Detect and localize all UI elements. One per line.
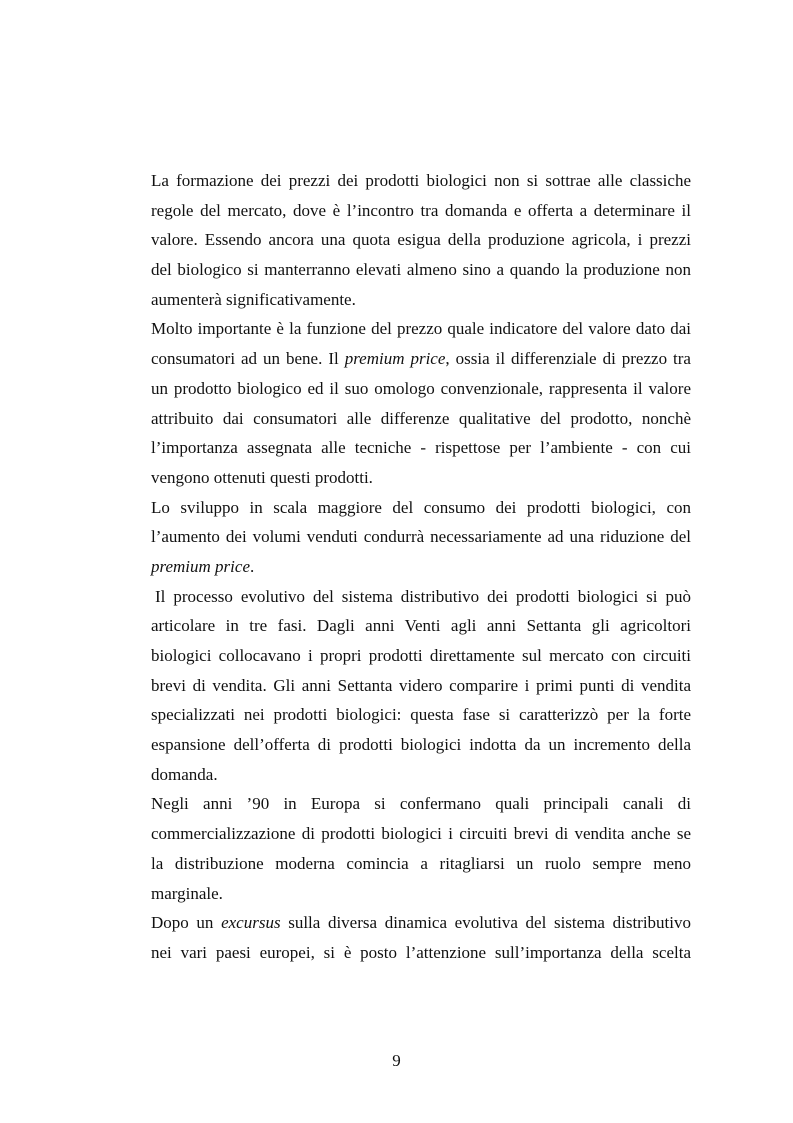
- paragraph: [151, 789, 691, 908]
- text-line: [151, 849, 691, 879]
- text-line: [151, 314, 691, 344]
- text-line: [151, 879, 691, 909]
- text-segment: marginale.: [151, 883, 223, 903]
- paragraph: [151, 908, 691, 967]
- text-line: [151, 730, 691, 760]
- text-segment: la distribuzione moderna comincia a ritagliarsi un ruolo sempre meno: [151, 853, 691, 873]
- text-segment: vengono ottenuti questi prodotti.: [151, 467, 373, 487]
- text-segment: specializzati nei prodotti biologici: questa fase si caratterizzò per la forte: [151, 705, 691, 725]
- text-segment: La formazione dei prezzi dei prodotti biologici non si sottrae alle classiche: [151, 171, 691, 190]
- paragraph: [151, 582, 691, 790]
- text-line: [151, 166, 691, 196]
- text-line: [151, 522, 691, 552]
- text-line: [151, 700, 691, 730]
- text-segment: Dopo un: [151, 913, 222, 933]
- text-segment: un prodotto biologico ed il suo omologo convenzionale, rappresenta il valore: [151, 378, 691, 398]
- text-segment: del biologico si manterranno elevati almeno sino a quando la produzione non: [151, 260, 691, 280]
- text-line: [151, 760, 691, 790]
- text-line: [151, 463, 691, 493]
- text-segment: sulla diversa dinamica evolutiva del sistema distributivo: [280, 913, 692, 933]
- text-segment: articolare in tre fasi. Dagli anni Venti agli anni Settanta gli agricoltori: [151, 616, 691, 636]
- text-line: [151, 582, 691, 612]
- paragraph: [151, 493, 691, 582]
- text-line: [151, 789, 691, 819]
- text-segment: Il processo evolutivo del sistema distributivo dei prodotti biologici si può: [155, 586, 691, 606]
- text-segment: Lo sviluppo in scala maggiore del consumo dei prodotti biologici, con: [151, 497, 691, 517]
- text-segment: .: [250, 556, 255, 576]
- text-line: [151, 671, 691, 701]
- text-line: [151, 344, 691, 374]
- text-segment: nei vari paesi europei, si è posto l’attenzione sull’importanza della scelta: [151, 942, 691, 962]
- text-segment: , ossia il differenziale di prezzo tra: [445, 349, 691, 369]
- text-segment: attribuito dai consumatori alle differenze qualitative del prodotto, nonchè: [151, 408, 691, 428]
- paragraph: [151, 166, 691, 314]
- text-line: [151, 196, 691, 226]
- text-line: [151, 285, 691, 315]
- page-number: 9: [392, 1051, 401, 1070]
- italic-term: premium price: [344, 349, 446, 369]
- text-line: [151, 819, 691, 849]
- text-segment: domanda.: [151, 764, 218, 784]
- text-segment: brevi di vendita. Gli anni Settanta videro comparire i primi punti di vendita: [151, 675, 691, 695]
- text-line: [151, 908, 691, 938]
- text-segment: valore. Essendo ancora una quota esigua della produzione agricola, i prezzi: [151, 230, 691, 250]
- text-segment: aumenterà significativamente.: [151, 289, 356, 309]
- body-text: [151, 166, 691, 968]
- text-line: [151, 374, 691, 404]
- text-line: [151, 611, 691, 641]
- text-segment: commercializzazione di prodotti biologici i circuiti brevi di vendita anche se: [151, 824, 691, 844]
- text-segment: Molto importante è la funzione del prezzo quale indicatore del valore dato dai: [151, 319, 691, 339]
- text-line: [151, 552, 691, 582]
- text-segment: espansione dell’offerta di prodotti biologici indotta da un incremento della: [151, 735, 691, 755]
- text-line: [151, 225, 691, 255]
- italic-term: excursus: [221, 913, 281, 933]
- text-segment: Negli anni ’90 in Europa si confermano quali principali canali di: [151, 794, 691, 814]
- text-line: [151, 641, 691, 671]
- text-segment: regole del mercato, dove è l’incontro tra domanda e offerta a determinare il: [151, 200, 691, 220]
- italic-term: premium price: [151, 556, 250, 576]
- text-line: [151, 433, 691, 463]
- text-line: [151, 404, 691, 434]
- text-segment: biologici collocavano i propri prodotti direttamente sul mercato con circuiti: [151, 646, 691, 665]
- paragraph: [151, 314, 691, 492]
- text-segment: consumatori ad un bene. Il: [151, 349, 345, 369]
- text-segment: l’aumento dei volumi venduti condurrà necessariamente ad una riduzione del: [151, 527, 691, 547]
- text-line: [151, 938, 691, 968]
- text-line: [151, 493, 691, 523]
- text-line: [151, 255, 691, 285]
- text-segment: l’importanza assegnata alle tecniche - rispettose per l’ambiente - con cui: [151, 438, 691, 458]
